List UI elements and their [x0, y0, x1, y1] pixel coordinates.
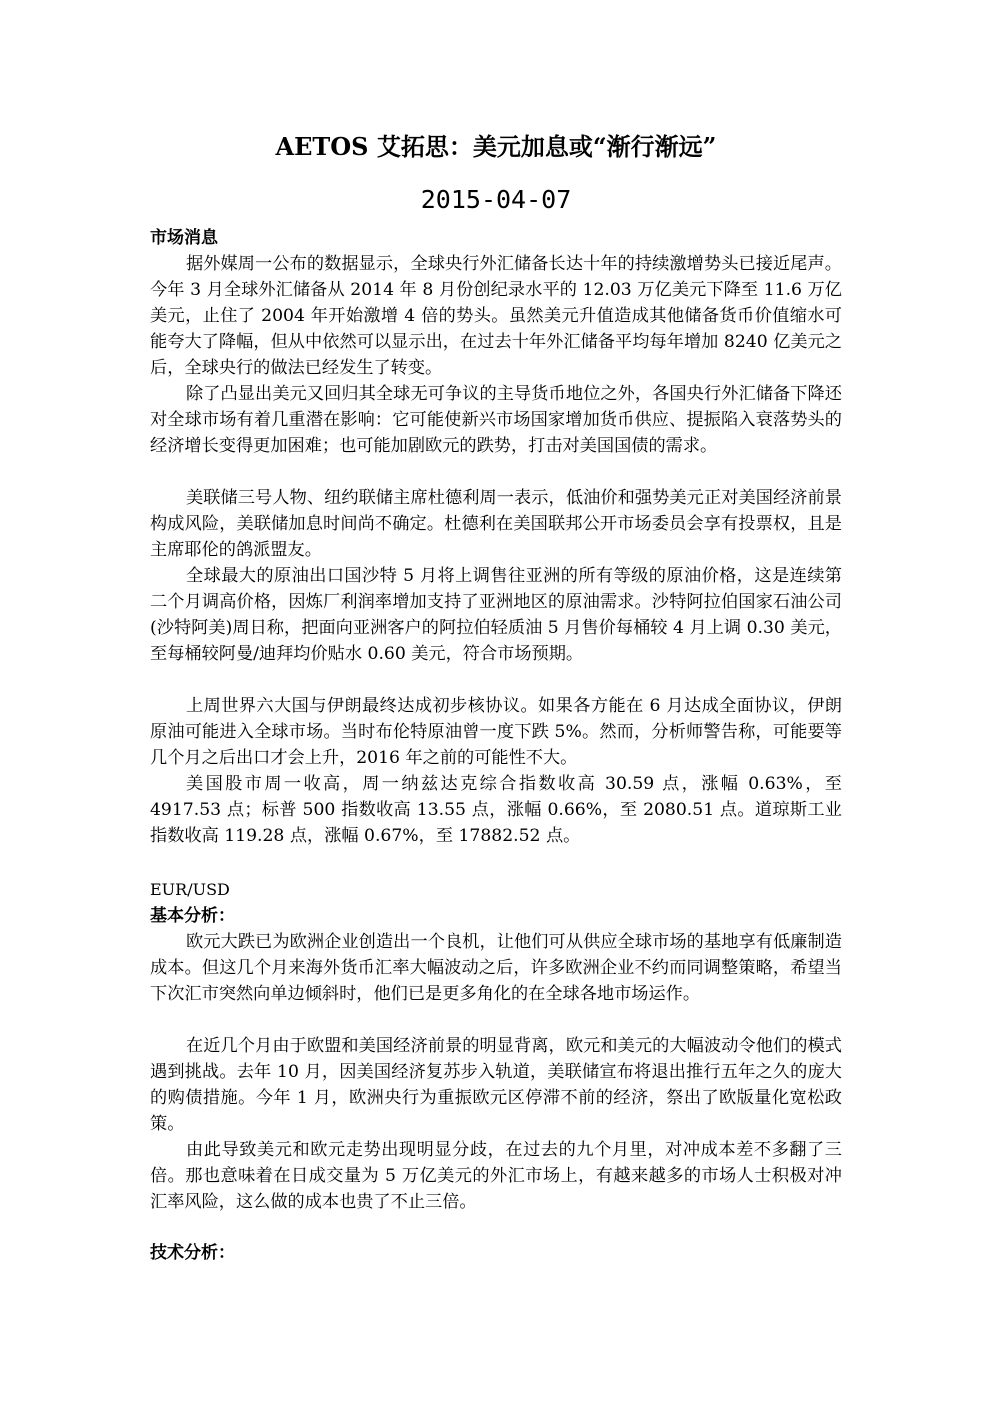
market-news-paragraph: 上周世界六大国与伊朗最终达成初步核协议。如果各方能在 6 月达成全面协议，伊朗原油可能进入全球市场。当时布伦特原油曾一度下跌 5%。然而，分析师警告称，可能要等几个月之后出口才会上升，2016 年之前的可能性不大。: [150, 696, 842, 768]
document-title: AETOS 艾拓思：美元加息或“渐行渐远”: [275, 132, 717, 161]
market-news-paragraph: 据外媒周一公布的数据显示，全球央行外汇储备长达十年的持续激增势头已接近尾声。今年 3 月全球外汇储备从 2014 年 8 月份创纪录水平的 12.03 万亿美元下降至 11.6 万亿美元，止住了 2004 年开始激增 4 倍的势头。虽然美元升值造成其他储备货币价值缩水可能夸大了降幅，但从中依然可以显示出，在过去十年外汇储备平均每年增加 8240 亿美元之后，全球央行的做法已经发生了转变。: [150, 254, 842, 378]
market-news-paragraph: 除了凸显出美元又回归其全球无可争议的主导货币地位之外，各国央行外汇储备下降还对全球市场有着几重潜在影响：它可能使新兴市场国家增加货币供应、提振陷入衰落势头的经济增长变得更加困难；也可能加剧欧元的跌势，打击对美国国债的需求。: [150, 384, 842, 456]
market-news-paragraph: 全球最大的原油出口国沙特 5 月将上调售往亚洲的所有等级的原油价格，这是连续第二个月调高价格，因炼厂利润率增加支持了亚洲地区的原油需求。沙特阿拉伯国家石油公司(沙特阿美)周日称，把面向亚洲客户的阿拉伯轻质油 5 月售价每桶较 4 月上调 0.30 美元，至每桶较阿曼/迪拜均价贴水 0.60 美元，符合市场预期。: [150, 566, 842, 664]
fundamental-paragraph: 由此导致美元和欧元走势出现明显分歧，在过去的九个月里，对冲成本差不多翻了三倍。那也意味着在日成交量为 5 万亿美元的外汇市场上，有越来越多的市场人士积极对冲汇率风险，这么做的成本也贵了不止三倍。: [150, 1140, 842, 1212]
currency-pair-label: EUR/USD: [150, 880, 230, 899]
fundamental-analysis-heading: 基本分析：: [150, 906, 235, 926]
fundamental-paragraph: 在近几个月由于欧盟和美国经济前景的明显背离，欧元和美元的大幅波动令他们的模式遇到挑战。去年 10 月，因美国经济复苏步入轨道，美联储宣布将退出推行五年之久的庞大的购债措施。今年 1 月，欧洲央行为重振欧元区停滞不前的经济，祭出了欧版量化宽松政策。: [150, 1036, 842, 1134]
market-news-paragraph: 美国股市周一收高，周一纳兹达克综合指数收高 30.59 点，涨幅 0.63%，至 4917.53 点；标普 500 指数收高 13.55 点，涨幅 0.66%，至 2080.51 点。道琼斯工业指数收高 119.28 点，涨幅 0.67%，至 17882.52 点。: [150, 774, 842, 846]
fundamental-paragraph: 欧元大跌已为欧洲企业创造出一个良机，让他们可从供应全球市场的基地享有低廉制造成本。但这几个月来海外货币汇率大幅波动之后，许多欧洲企业不约而同调整策略，希望当下次汇市突然向单边倾斜时，他们已是更多角化的在全球各地市场运作。: [150, 932, 842, 1004]
technical-analysis-heading: 技术分析：: [150, 1243, 235, 1263]
market-news-heading: 市场消息: [150, 228, 218, 248]
document-date: 2015-04-07: [420, 185, 572, 214]
market-news-paragraph: 美联储三号人物、纽约联储主席杜德利周一表示，低油价和强势美元正对美国经济前景构成风险，美联储加息时间尚不确定。杜德利在美国联邦公开市场委员会享有投票权，且是主席耶伦的鸽派盟友。: [150, 488, 842, 560]
